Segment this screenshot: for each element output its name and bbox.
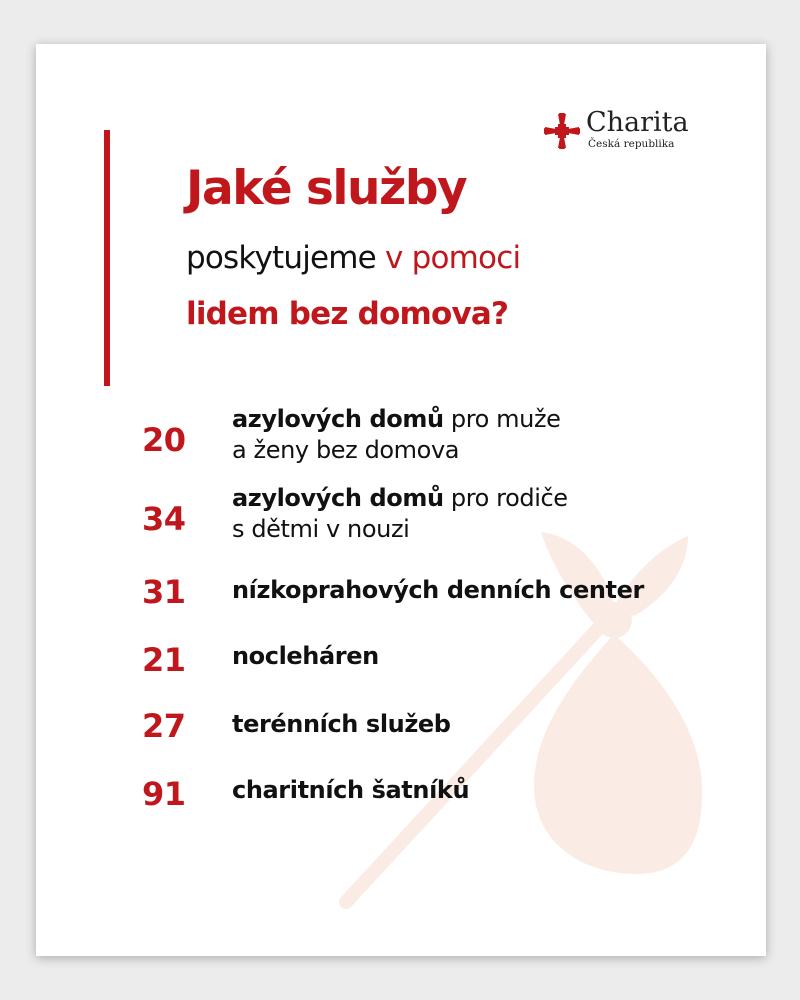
stat-number: 34 (142, 500, 186, 538)
subtitle-line-2 (186, 238, 520, 278)
stat-text-rest: pro rodiče (443, 484, 568, 512)
stat-number: 31 (142, 573, 186, 611)
stat-text: nízkoprahových denních center (232, 576, 644, 604)
charita-cross-icon (542, 111, 582, 151)
stat-text (232, 483, 568, 545)
stat-text: terénních služeb (232, 710, 451, 738)
stat-text-bold: azylových domů (232, 484, 444, 512)
infographic-card (36, 44, 766, 956)
brand-sublabel: Česká republika (588, 138, 675, 150)
subtitle-line-3: lidem bez domova? (186, 296, 509, 332)
stat-number: 20 (142, 421, 186, 459)
page-title: Jaké služby (186, 161, 467, 216)
stat-text: nocleháren (232, 642, 379, 670)
stat-text-line2: a ženy bez domova (232, 436, 460, 464)
stat-text-bold: azylových domů (232, 405, 444, 433)
brand-name: Charita (586, 107, 689, 138)
charita-logo (542, 108, 702, 156)
stat-number: 27 (142, 707, 186, 745)
subtitle-red: v pomoci (385, 240, 521, 276)
stat-text (232, 404, 561, 466)
subtitle-plain: poskytujeme (186, 240, 376, 276)
stat-text: charitních šatníků (232, 776, 470, 804)
accent-bar (104, 130, 110, 386)
stat-text-rest: pro muže (443, 405, 561, 433)
stat-text-line2: s dětmi v nouzi (232, 515, 410, 543)
stat-number: 91 (142, 775, 186, 813)
stat-number: 21 (142, 641, 186, 679)
